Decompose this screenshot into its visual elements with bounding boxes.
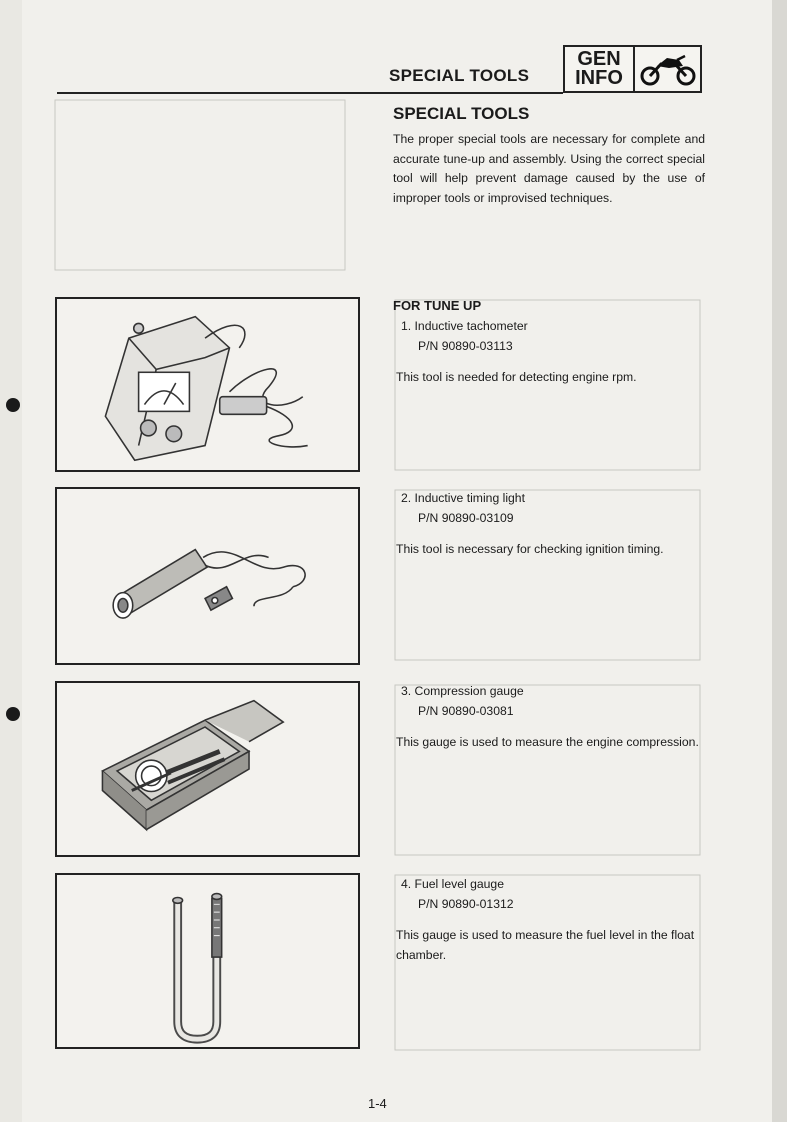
motorcycle-icon: [635, 47, 700, 91]
badge-line-info: INFO: [575, 67, 623, 89]
tool-item: [397, 489, 707, 560]
tool-part-number: P/N 90890-01312: [418, 896, 514, 911]
binder-hole-lower: [6, 707, 20, 721]
tool-description: This tool is needed for detecting engine rpm.: [396, 370, 637, 384]
fuel-level-gauge-illustration: [55, 873, 360, 1049]
tool-item: [397, 317, 707, 388]
timing-light-illustration: [55, 487, 360, 665]
tool-name: 3. Compression gauge: [401, 684, 524, 698]
page-number: 1-4: [368, 1096, 387, 1111]
badge-text: [565, 47, 635, 91]
tool-part-number: P/N 90890-03113: [418, 338, 513, 353]
compression-gauge-illustration: [55, 681, 360, 857]
header-rule: [57, 92, 563, 94]
tool-description: This gauge is used to measure the fuel level in the float chamber.: [396, 928, 695, 962]
tool-name: 4. Fuel level gauge: [401, 877, 504, 891]
tool-item: [397, 875, 707, 965]
intro-paragraph: The proper special tools are necessary for complete and accurate tune-up and assembly. Using the correct special tool will help prevent damage caused by the use of improper tools or improvised techniques.: [393, 132, 705, 205]
binder-hole-upper: [6, 398, 20, 412]
badge-line-gen: GEN: [577, 48, 621, 70]
tool-name: 1. Inductive tachometer: [401, 319, 528, 333]
subsection-title: FOR TUNE UP: [393, 298, 482, 313]
tool-part-number: P/N 90890-03081: [418, 703, 514, 718]
gen-info-badge: [563, 45, 702, 93]
tool-part-number: P/N 90890-03109: [418, 510, 514, 525]
header-title: SPECIAL TOOLS: [389, 66, 530, 85]
tool-description: This tool is necessary for checking ignition timing.: [396, 542, 664, 556]
section-title: SPECIAL TOOLS: [393, 104, 530, 123]
tool-name: 2. Inductive timing light: [401, 491, 525, 505]
tool-description: This gauge is used to measure the engine compression.: [396, 735, 699, 749]
tachometer-illustration: [55, 297, 360, 472]
tool-item: [397, 682, 707, 753]
